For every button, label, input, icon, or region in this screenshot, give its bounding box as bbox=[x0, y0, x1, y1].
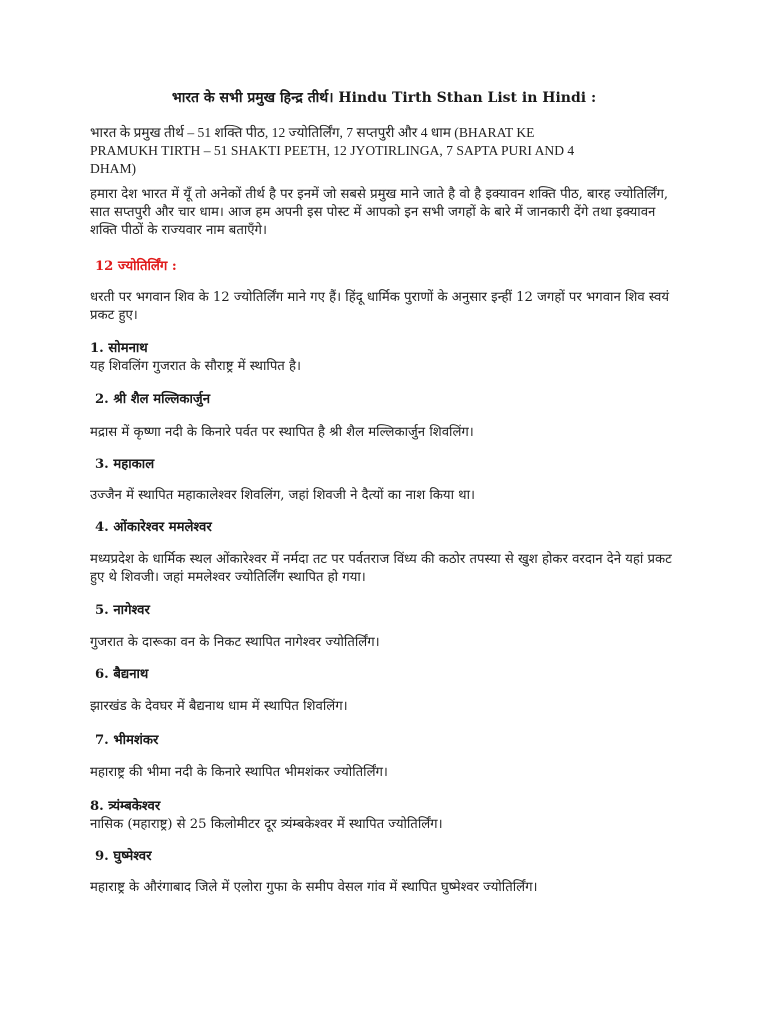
intro-line-3: DHAM) bbox=[90, 161, 137, 176]
intro-paragraph bbox=[90, 124, 680, 178]
section-heading-jyotirlinga: 12 ज्योतिर्लिंग : bbox=[95, 259, 177, 274]
item-text: महाराष्ट्र की भीमा नदी के किनारे स्थापित भीमशंकर ज्योतिर्लिंग। bbox=[90, 765, 388, 780]
item-heading: 4. ओंकारेश्वर ममलेश्वर bbox=[95, 520, 212, 535]
item-text: नासिक (महाराष्ट्र) से 25 किलोमीटर दूर त्र्यंम्बकेश्वर में स्थापित ज्योतिर्लिंग। bbox=[90, 817, 443, 832]
item-text: मद्रास में कृष्णा नदी के किनारे पर्वत पर स्थापित है श्री शैल मल्लिकार्जुन शिवलिंग। bbox=[90, 425, 474, 440]
item-text: मध्यप्रदेश के धार्मिक स्थल ओंकारेश्वर में नर्मदा तट पर पर्वतराज विंध्य की कठोर तपस्या से खुश होकर वरदान देने यहां प्रकट हुए थे शिवजी। जहां ममलेश्वर ज्योतिर्लिंग स्थापित हो गया। bbox=[90, 552, 672, 585]
page-title: भारत के सभी प्रमुख हिन्द्र तीर्थ। Hindu Tirth Sthan List in Hindi : bbox=[171, 90, 597, 106]
item-heading: 9. घुष्मेश्वर bbox=[95, 849, 152, 864]
item-heading: 2. श्री शैल मल्लिकार्जुन bbox=[95, 392, 211, 407]
item-heading: 3. महाकाल bbox=[95, 457, 155, 472]
item-heading: 5. नागेश्वर bbox=[95, 603, 150, 618]
overview-paragraph: हमारा देश भारत में यूँ तो अनेकों तीर्थ है पर इनमें जो सबसे प्रमुख माने जाते है वो है इक्यावन शक्ति पीठ, बारह ज्योतिर्लिंग, सात सप्तपुरी और चार धाम। आज हम अपनी इस पोस्ट में आपको इन सभी जगहों के बारे में जानकारी देंगे तथा इक्यावन शक्ति पीठों के राज्यवार नाम बताएँगे। bbox=[90, 187, 669, 238]
item-heading: 1. सोमनाथ bbox=[90, 341, 148, 356]
item-text: महाराष्ट्र के औरंगाबाद जिले में एलोरा गुफा के समीप वेसल गांव में स्थापित घुष्मेश्वर ज्योतिर्लिंग। bbox=[90, 880, 538, 895]
item-text: झारखंड के देवघर में बैद्यनाथ धाम में स्थापित शिवलिंग। bbox=[90, 699, 348, 714]
item-text: गुजरात के दारूका वन के निकट स्थापित नागेश्वर ज्योतिर्लिंग। bbox=[90, 635, 380, 650]
intro-line-1: भारत के प्रमुख तीर्थ – 51 शक्ति पीठ, 12 ज्योतिर्लिंग, 7 सप्तपुरी और 4 धाम (BHARAT KE bbox=[90, 125, 535, 140]
item-text: उज्जैन में स्थापित महाकालेश्वर शिवलिंग, जहां शिवजी ने दैत्यों का नाश किया था। bbox=[90, 488, 476, 503]
section-intro-paragraph: धरती पर भगवान शिव के 12 ज्योतिर्लिंग माने गए हैं। हिंदू धार्मिक पुराणों के अनुसार इन्हीं 12 जगहों पर भगवान शिव स्वयं प्रकट हुए। bbox=[90, 290, 669, 323]
item-heading: 7. भीमशंकर bbox=[95, 733, 159, 748]
item-heading: 6. बैद्यनाथ bbox=[95, 667, 149, 682]
item-text: यह शिवलिंग गुजरात के सौराष्ट्र में स्थापित है। bbox=[90, 359, 302, 374]
intro-line-2: PRAMUKH TIRTH – 51 SHAKTI PEETH, 12 JYOTIRLINGA, 7 SAPTA PURI AND 4 bbox=[90, 143, 575, 158]
item-heading: 8. त्र्यंम्बकेश्वर bbox=[90, 799, 161, 814]
